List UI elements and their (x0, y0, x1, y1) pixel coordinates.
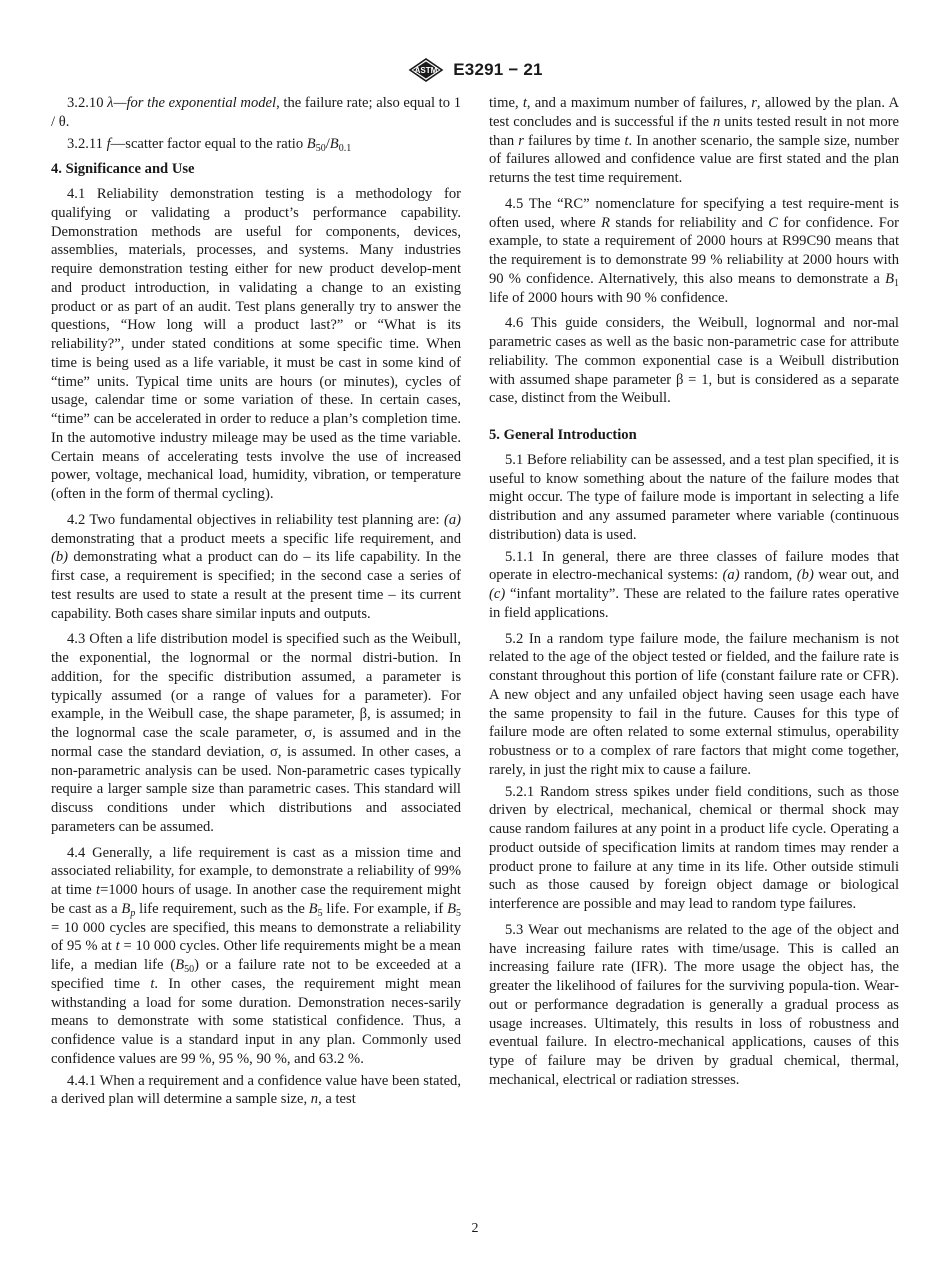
paragraph-4-4-1: 4.4.1 When a requirement and a confidence value have been stated, a derived plan will determine a sample size, n, a test (51, 1072, 461, 1108)
paragraph-4-4: 4.4 Generally, a life requirement is cast as a mission time and associated reliability, for example, to demonstrate a reliability of 99% at time t=1000 hours of usage. In another case the requirement might be cast as a $B_p$ life requirement, such as the $B_5$ life. For example, if $B_5 = 10$ 000 cycles are specified, this means to demonstrate a reliability of 95 % at t = 10 000 cycles. Other life requirements might be a mean life, a median life $(B_{50})$ or a failure rate not to be exceeded at a specified time t. In other cases, the requirement might mean withstanding a load for some duration. Demonstration neces-sarily means to demonstrate with some statistical confidence. Thus, a confidence value is a standard input in any plan. Commonly used confidence values are 99 %, 95 %, 90 %, and 63.2 %. (51, 844, 462, 1067)
section-heading-4: 4. Significance and Use (51, 161, 195, 178)
paragraph-4-3: 4.3 Often a life distribution model is specified such as the Weibull, the exponential, the lognormal or the normal distri-bution. In addition, for the specific distribution assumed, a parameter is typically assumed (or a range of values for a parameter). For example, in the Weibull case, the shape parameter, β, is assumed; in the lognormal case the scale parameter, σ, is assumed and in the normal case the standard deviation, σ, is assumed. In other cases, a non-parametric analysis can be used. Non-parametric cases typically require a larger sample size than parametric cases. This standard will discuss conditions under which distributions and associated parameters can be assumed. (51, 631, 461, 835)
paragraph-5-2-1: 5.2.1 Random stress spikes under field conditions, such as those driven by electrical, mechanical, chemical or thermal shock may cause random failures at any point in a product life cycle. Operating a product outside of specification limits at random times may render a product prone to failure at any time in its life. Other outside stimuli such as those caused by foreign object damage or biological interference are possible and may lead to random type failures. (489, 783, 899, 912)
paragraph-4-1: 4.1 Reliability demonstration testing is a methodology for qualifying or validating a product’s performance capability. Demonstration methods are useful for components, devices, assemblies, materials, processes, and systems. Many industries require demonstration testing either for new product develop-ment and product introduction, in validating a change to an existing product or as part of an audit. Test plans generally try to answer the questions, “How long will a product last?” or “What is its reliability?”, under stated conditions at some specific time. When time is being used as a life variable, it must be cast in some kind of “time” units. Typical time units are hours (or minutes), cycles of usage, calendar time or some variation of these. In certain cases, “time” can be accelerated in order to reduce a plan’s completion time. In the automotive industry mileage may be used as the time variable. Certain means of accelerating tests involve the use of increased power, voltage, mechanical load, humidity, vibration, or temperature (often in the form of thermal cycling). (51, 186, 461, 502)
paragraph-3-2-11: 3.2.11 f—scatter factor equal to the ratio $B_{50}/B_{0.1}$ (67, 135, 352, 154)
astm-logo-icon (407, 57, 445, 83)
section-heading-5: 5. General Introduction (489, 427, 637, 443)
page-number: 2 (471, 1221, 479, 1236)
svg-text:ASTM: ASTM (414, 66, 438, 76)
paragraph-5-3: 5.3 Wear out mechanisms are related to the age of the object and have increasing failure rates with time/usage. This is called an increasing failure rate (IFR). The more usage the object has, the greater the likelihood of failures for the surviving popula-tion. Wear-out or performance degradation is generally a gradual process as usage increases. Ultimately, this results in loss of robustness and eventual failure. In electro-mechanical applications, causes of this type of failure may be driven by gradual chemical, thermal, mechanical, electrical or radiation stresses. (489, 921, 899, 1088)
paragraph-5-2: 5.2 In a random type failure mode, the failure mechanism is not related to the age of the object tested or fielded, and the failure rate is constant throughout this portion of life (constant failure rate or CFR). A new object and any unfailed object having seen usage each have the same propensity to fail in the future. Causes for this type of failure mode are often related to some external stimulus, operability robustness or to a complex of rare factors that might come together, rarely, in just the right mix to cause a failure. (489, 630, 899, 778)
paragraph-4-2: 4.2 Two fundamental objectives in reliability test planning are: (a) demonstrating that a product meets a specific life requirement, and (b) demonstrating what a product can do – its life capability. In the first case, a requirement is specified; in the second case a series of test results are used to state a result at the present time – its current capability. Both cases share similar inputs and outputs. (51, 511, 461, 622)
right-column (489, 94, 899, 1097)
paragraph-4-4-1-continued: time, t, and a maximum number of failures, r, allowed by the plan. A test concludes and is successful if the n units tested result in not more than r failures by time t. In another scenario, the sample size, number of failures allowed and confidence value are first stated and the plan returns the test time requirement. (489, 95, 899, 186)
paragraph-3-2-10: 3.2.10 λ—for the exponential model, the failure rate; also equal to 1 / θ. (51, 95, 461, 130)
paragraph-5-1-1: 5.1.1 In general, there are three classes of failure modes that operate in electro-mechanical systems: (a) random, (b) wear out, and (c) “infant mortality”. These are related to the failure rates operative in field applications. (489, 548, 900, 621)
paragraph-4-6: 4.6 This guide considers, the Weibull, lognormal and nor-mal parametric cases as well as the basic non-parametric case for attribute reliability. The common exponential case is a Weibull distribution with assumed shape parameter β = 1, but is considered as a separate case, distinct from the Weibull. (489, 315, 899, 407)
paragraph-5-1: 5.1 Before reliability can be assessed, and a test plan specified, it is useful to know something about the nature of the failure modes that might occur. The type of failure mode is important in selecting a life distribution and any assumed parameter where variable (continuous distribution) data is used. (489, 451, 899, 543)
page-header (0, 56, 950, 84)
document-designation: E3291 − 21 (453, 60, 543, 79)
paragraph-4-5: 4.5 The “RC” nomenclature for specifying a test require-ment is often used, where R stands for reliability and C for confidence. For example, to state a requirement of 2000 hours at R99C90 means that the requirement is to demonstrate 99 % reliability at 2000 hours with 90 % confidence. Alternatively, this also means to demonstrate a $B_1$ life of 2000 hours with 90 % confidence. (489, 195, 899, 306)
left-column (51, 94, 461, 1116)
